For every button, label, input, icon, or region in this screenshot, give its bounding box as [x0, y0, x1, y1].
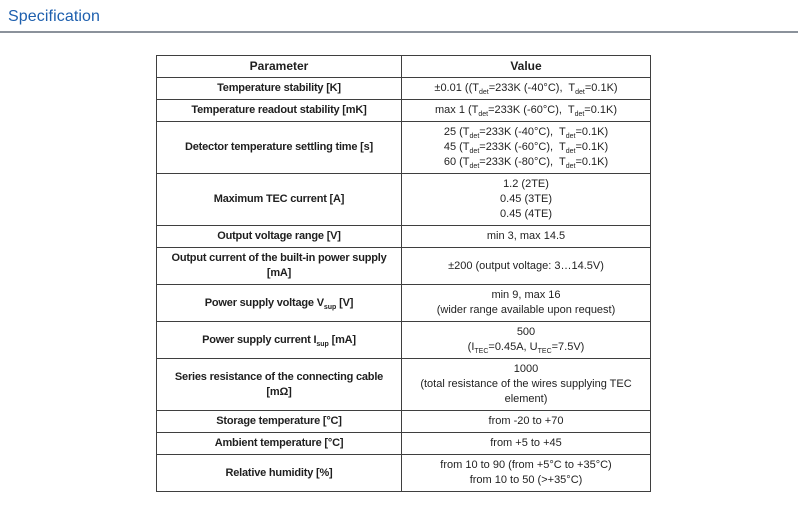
parameter-cell: Storage temperature [°C] [157, 411, 402, 433]
parameter-cell: Series resistance of the connecting cable [mΩ] [157, 359, 402, 411]
parameter-cell: Ambient temperature [°C] [157, 433, 402, 455]
table-row [157, 100, 651, 122]
table-row [157, 285, 651, 322]
parameter-cell: Output voltage range [V] [157, 226, 402, 248]
specification-table [156, 55, 651, 492]
parameter-column-header: Parameter [157, 56, 402, 78]
value-cell: 25 ($T_{det}=233K$ (-40°C), $T_{det}=0.1K$) 45 ($T_{det}=233K$ (-60°C), $T_{det}=0.1K$) 60 ($T_{det}=233K$ (-80°C), $T_{det}=0.1K$) [402, 122, 651, 174]
table-row [157, 433, 651, 455]
parameter-cell: Power supply current $I_{sup}$ [mA] [157, 322, 402, 359]
value-cell: from -20 to +70 [402, 411, 651, 433]
title-rule [0, 31, 798, 33]
parameter-cell: Power supply voltage $V_{sup}$ [V] [157, 285, 402, 322]
table-row [157, 455, 651, 492]
parameter-cell: Temperature readout stability [mK] [157, 100, 402, 122]
table-row [157, 174, 651, 226]
parameter-cell: Output current of the built-in power supply [mA] [157, 248, 402, 285]
value-cell: from 10 to 90 (from +5°C to +35°C) from 10 to 50 (>+35°C) [402, 455, 651, 492]
table-row [157, 226, 651, 248]
table-row [157, 411, 651, 433]
parameter-cell: Detector temperature settling time [s] [157, 122, 402, 174]
value-cell: from +5 to +45 [402, 433, 651, 455]
parameter-cell: Relative humidity [%] [157, 455, 402, 492]
value-cell: 1.2 (2TE) 0.45 (3TE) 0.45 (4TE) [402, 174, 651, 226]
parameter-cell: Temperature stability [K] [157, 78, 402, 100]
page-title: Specification [8, 8, 101, 25]
value-column-header: Value [402, 56, 651, 78]
value-cell: ±200 (output voltage: 3…14.5V) [402, 248, 651, 285]
value-cell: 500 ($I_{TEC}=0.45A$, $U_{TEC}=7.5V$) [402, 322, 651, 359]
value-cell: max 1 ($T_{det}=233K$ (-60°C), $T_{det}=0.1K$) [402, 100, 651, 122]
table-row [157, 248, 651, 285]
table-row [157, 359, 651, 411]
value-cell: 1000 (total resistance of the wires supplying TEC element) [402, 359, 651, 411]
table-row [157, 122, 651, 174]
value-cell: min 9, max 16 (wider range available upon request) [402, 285, 651, 322]
table-row [157, 78, 651, 100]
table-header-row [157, 56, 651, 78]
table-body [157, 78, 651, 492]
value-cell: min 3, max 14.5 [402, 226, 651, 248]
value-cell: ±0.01 (($T_{det}=233K$ (-40°C), $T_{det}=0.1K$) [402, 78, 651, 100]
table-row [157, 322, 651, 359]
specification-page [0, 8, 812, 518]
parameter-cell: Maximum TEC current [A] [157, 174, 402, 226]
